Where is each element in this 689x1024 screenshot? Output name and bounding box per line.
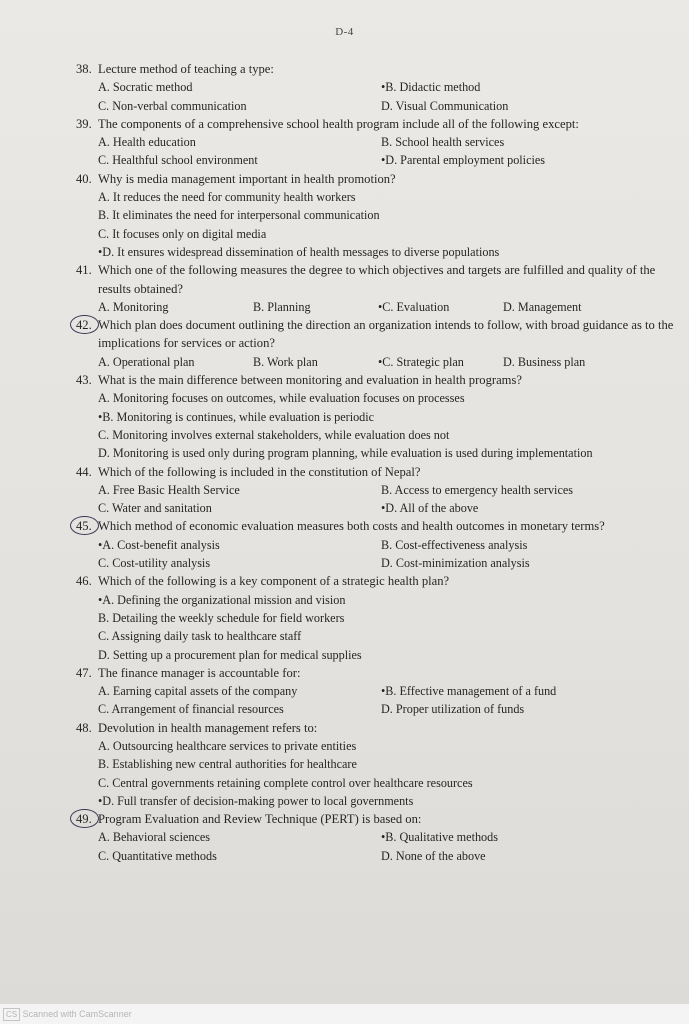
question-number: 40.	[76, 171, 92, 186]
option-list	[76, 188, 676, 261]
option-list	[76, 682, 676, 719]
answer-option: B. Access to emergency health services	[381, 482, 573, 497]
answer-option: •C. Strategic plan	[378, 354, 464, 369]
answer-option: D. Cost-minimization analysis	[381, 556, 530, 571]
question-stem	[76, 572, 676, 590]
answer-option: •A. Cost-benefit analysis	[98, 537, 220, 552]
question-stem	[76, 810, 676, 828]
answer-option: •B. Effective management of a fund	[381, 684, 557, 699]
answer-option: C. Water and sanitation	[98, 501, 212, 516]
question-text: The components of a comprehensive school health program include all of the following except:	[98, 116, 579, 131]
answer-option: C. Quantitative methods	[98, 848, 217, 863]
answer-option: B. Planning	[253, 299, 311, 314]
question-item	[76, 517, 676, 572]
scanner-watermark-text: Scanned with CamScanner	[22, 1009, 132, 1019]
answer-option: A. Socratic method	[98, 80, 193, 95]
answer-option: A. Outsourcing healthcare services to private entities	[98, 738, 357, 753]
option-list	[76, 298, 676, 316]
question-text: Which method of economic evaluation measures both costs and health outcomes in monetary terms?	[98, 519, 605, 534]
question-stem	[76, 316, 676, 353]
question-number: 45.	[76, 517, 98, 535]
answer-option: C. Cost-utility analysis	[98, 556, 211, 571]
answer-option: D. Setting up a procurement plan for medical supplies	[98, 647, 362, 662]
camscanner-logo-icon: CS	[3, 1008, 20, 1021]
answer-option: C. Healthful school environment	[98, 153, 258, 168]
option-list	[76, 353, 676, 371]
answer-option: •D. All of the above	[381, 501, 479, 516]
question-number: 43.	[76, 373, 92, 388]
page-label: D-4	[335, 26, 354, 38]
question-stem	[76, 517, 676, 535]
answer-option: B. Work plan	[253, 354, 318, 369]
answer-option: •D. Parental employment policies	[381, 153, 546, 168]
question-item	[76, 170, 676, 261]
question-stem	[76, 115, 676, 133]
question-number: 46.	[76, 574, 92, 589]
question-item	[76, 572, 676, 663]
option-list	[76, 78, 676, 115]
answer-option: B. School health services	[381, 135, 505, 150]
answer-option: C. Central governments retaining complete control over healthcare resources	[98, 775, 473, 790]
question-number: 38.	[76, 62, 92, 76]
option-list	[76, 481, 676, 518]
answer-option: A. Free Basic Health Service	[98, 482, 240, 497]
question-stem	[76, 463, 676, 481]
option-list	[76, 133, 676, 170]
question-stem	[76, 170, 676, 188]
answer-option: D. Monitoring is used only during program planning, while evaluation is used during implementation	[98, 446, 593, 461]
answer-option: D. Visual Communication	[381, 98, 509, 113]
option-list	[76, 737, 676, 810]
answer-option: A. Monitoring	[98, 299, 169, 314]
question-item	[76, 463, 676, 518]
question-stem	[76, 261, 676, 298]
question-number: 49.	[76, 810, 98, 828]
answer-option: C. Assigning daily task to healthcare staff	[98, 629, 302, 644]
answer-option: •B. Qualitative methods	[381, 830, 498, 845]
answer-option: D. Management	[503, 299, 582, 314]
question-text: Which one of the following measures the degree to which objectives and targets are fulfilled and quality of the results obtained?	[98, 263, 656, 296]
question-text: Which of the following is a key component of a strategic health plan?	[98, 574, 450, 589]
answer-option: A. Behavioral sciences	[98, 830, 211, 845]
option-list	[76, 536, 676, 573]
answer-option: •B. Monitoring is continues, while evaluation is periodic	[98, 409, 375, 424]
answer-option: •D. Full transfer of decision-making power to local governments	[98, 793, 414, 808]
question-item	[76, 664, 676, 719]
question-text: Which of the following is included in the constitution of Nepal?	[98, 464, 421, 479]
answer-option: •D. It ensures widespread dissemination of health messages to diverse populations	[98, 244, 500, 259]
question-list	[76, 60, 676, 865]
answer-option: C. It focuses only on digital media	[98, 226, 267, 241]
question-item	[76, 719, 676, 810]
question-item	[76, 371, 676, 462]
option-list	[76, 591, 676, 664]
question-item	[76, 60, 676, 115]
answer-option: A. It reduces the need for community health workers	[98, 190, 356, 205]
answer-option: B. Detailing the weekly schedule for field workers	[98, 610, 345, 625]
answer-option: A. Operational plan	[98, 354, 195, 369]
question-number: 48.	[76, 720, 92, 735]
answer-option: B. Establishing new central authorities for healthcare	[98, 757, 357, 772]
question-text: Lecture method of teaching a type:	[98, 62, 274, 76]
answer-option: C. Arrangement of financial resources	[98, 702, 284, 717]
answer-option: C. Non-verbal communication	[98, 98, 247, 113]
question-item	[76, 810, 676, 865]
answer-option: A. Monitoring focuses on outcomes, while evaluation focuses on processes	[98, 391, 465, 406]
answer-option: B. Cost-effectiveness analysis	[381, 537, 528, 552]
question-item	[76, 316, 676, 371]
scanner-footer	[0, 1004, 689, 1024]
question-text: What is the main difference between monitoring and evaluation in health programs?	[98, 373, 522, 388]
answer-option: D. Business plan	[503, 354, 586, 369]
question-number: 47.	[76, 665, 92, 680]
answer-option: D. None of the above	[381, 848, 486, 863]
answer-option: C. Monitoring involves external stakeholders, while evaluation does not	[98, 427, 450, 442]
question-number: 39.	[76, 116, 92, 131]
question-stem	[76, 371, 676, 389]
answer-option: A. Earning capital assets of the company	[98, 684, 298, 699]
answer-option: D. Proper utilization of funds	[381, 702, 525, 717]
question-number: 42.	[76, 316, 98, 353]
option-list	[76, 828, 676, 865]
question-text: Which plan does document outlining the direction an organization intends to follow, with broad guidance as to the implications for services or action?	[98, 318, 674, 351]
answer-option: •A. Defining the organizational mission and vision	[98, 592, 346, 607]
question-text: Program Evaluation and Review Technique (PERT) is based on:	[98, 812, 422, 827]
question-text: Why is media management important in health promotion?	[98, 171, 396, 186]
question-number: 44.	[76, 464, 92, 479]
answer-option: •C. Evaluation	[378, 299, 450, 314]
option-list	[76, 389, 676, 462]
answer-option: •B. Didactic method	[381, 80, 481, 95]
question-item	[76, 115, 676, 170]
question-number: 41.	[76, 263, 92, 278]
answer-option: B. It eliminates the need for interpersonal communication	[98, 208, 380, 223]
question-stem	[76, 719, 676, 737]
question-stem	[76, 60, 676, 78]
question-text: Devolution in health management refers to:	[98, 720, 318, 735]
question-stem	[76, 664, 676, 682]
answer-option: A. Health education	[98, 135, 196, 150]
question-text: The finance manager is accountable for:	[98, 665, 301, 680]
question-item	[76, 261, 676, 316]
